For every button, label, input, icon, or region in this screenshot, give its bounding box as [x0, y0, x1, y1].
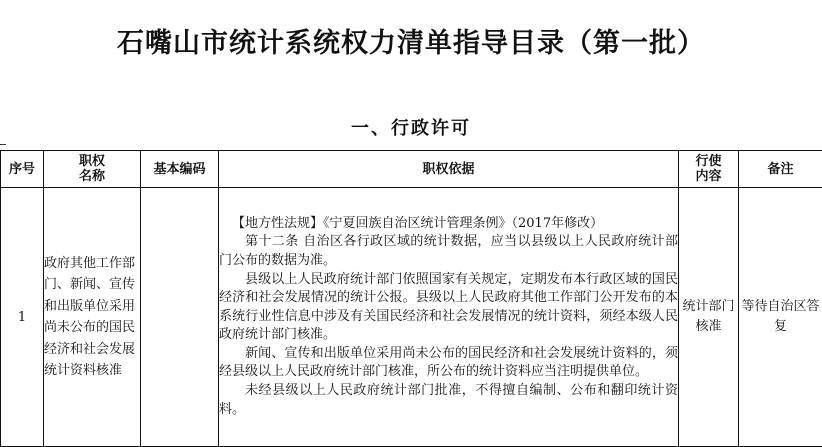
- table-row: [1, 188, 822, 447]
- basis-paragraph: 新闻、宣传和出版单位采用尚未公布的国民经济和社会发展统计资料的，须经县级以上人民政府统计部门核准，所公布的统计资料应当注明提供单位。: [219, 345, 678, 382]
- document-title: 石嘴山市统计系统权力清单指导目录（第一批）: [0, 24, 822, 64]
- header-name: [44, 151, 141, 188]
- header-name-line2: 名称: [44, 169, 140, 184]
- basis-paragraph: 第十二条 自治区各行政区域的统计数据，应当以县级以上人民政府统计部门公布的数据为准。: [219, 233, 678, 270]
- section-title: 一、行政许可: [0, 116, 822, 142]
- power-list-table: [0, 150, 822, 447]
- header-name-line1: 职权: [44, 154, 140, 169]
- power-name: 政府其他工作部门、新闻、宣传和出版单位采用尚未公布的国民经济和社会发展统计资料核准: [44, 188, 141, 447]
- basic-code: [141, 188, 219, 447]
- basis-paragraph: 【地方性法规】《宁夏回族自治区统计管理条例》（2017年修改）: [219, 215, 678, 234]
- table-header-row: [1, 151, 822, 188]
- header-body-line2: 内容: [679, 169, 738, 184]
- header-body-line1: 行使: [679, 154, 738, 169]
- remark: 等待自治区答复: [739, 188, 822, 447]
- row-number: 1: [1, 188, 44, 447]
- header-body: [679, 151, 739, 188]
- exercise-content: 统计部门核准: [679, 188, 739, 447]
- basis-paragraph: 未经县级以上人民政府统计部门批准，不得擅自编制、公布和翻印统计资料。: [219, 382, 678, 419]
- header-basis: 职权依据: [219, 151, 679, 188]
- header-no: 序号: [1, 151, 44, 188]
- power-basis: [219, 188, 679, 447]
- margin-divider: [0, 144, 6, 145]
- header-code: 基本编码: [141, 151, 219, 188]
- basis-paragraph: 县级以上人民政府统计部门依照国家有关规定，定期发布本行政区域的国民经济和社会发展情况的统计公报。县级以上人民政府其他工作部门公开发布的本系统行业性信息中涉及有关国民经济和社会发展情况的统计资料，须经本级人民政府统计部门核准。: [219, 271, 678, 345]
- header-remark: 备注: [739, 151, 822, 188]
